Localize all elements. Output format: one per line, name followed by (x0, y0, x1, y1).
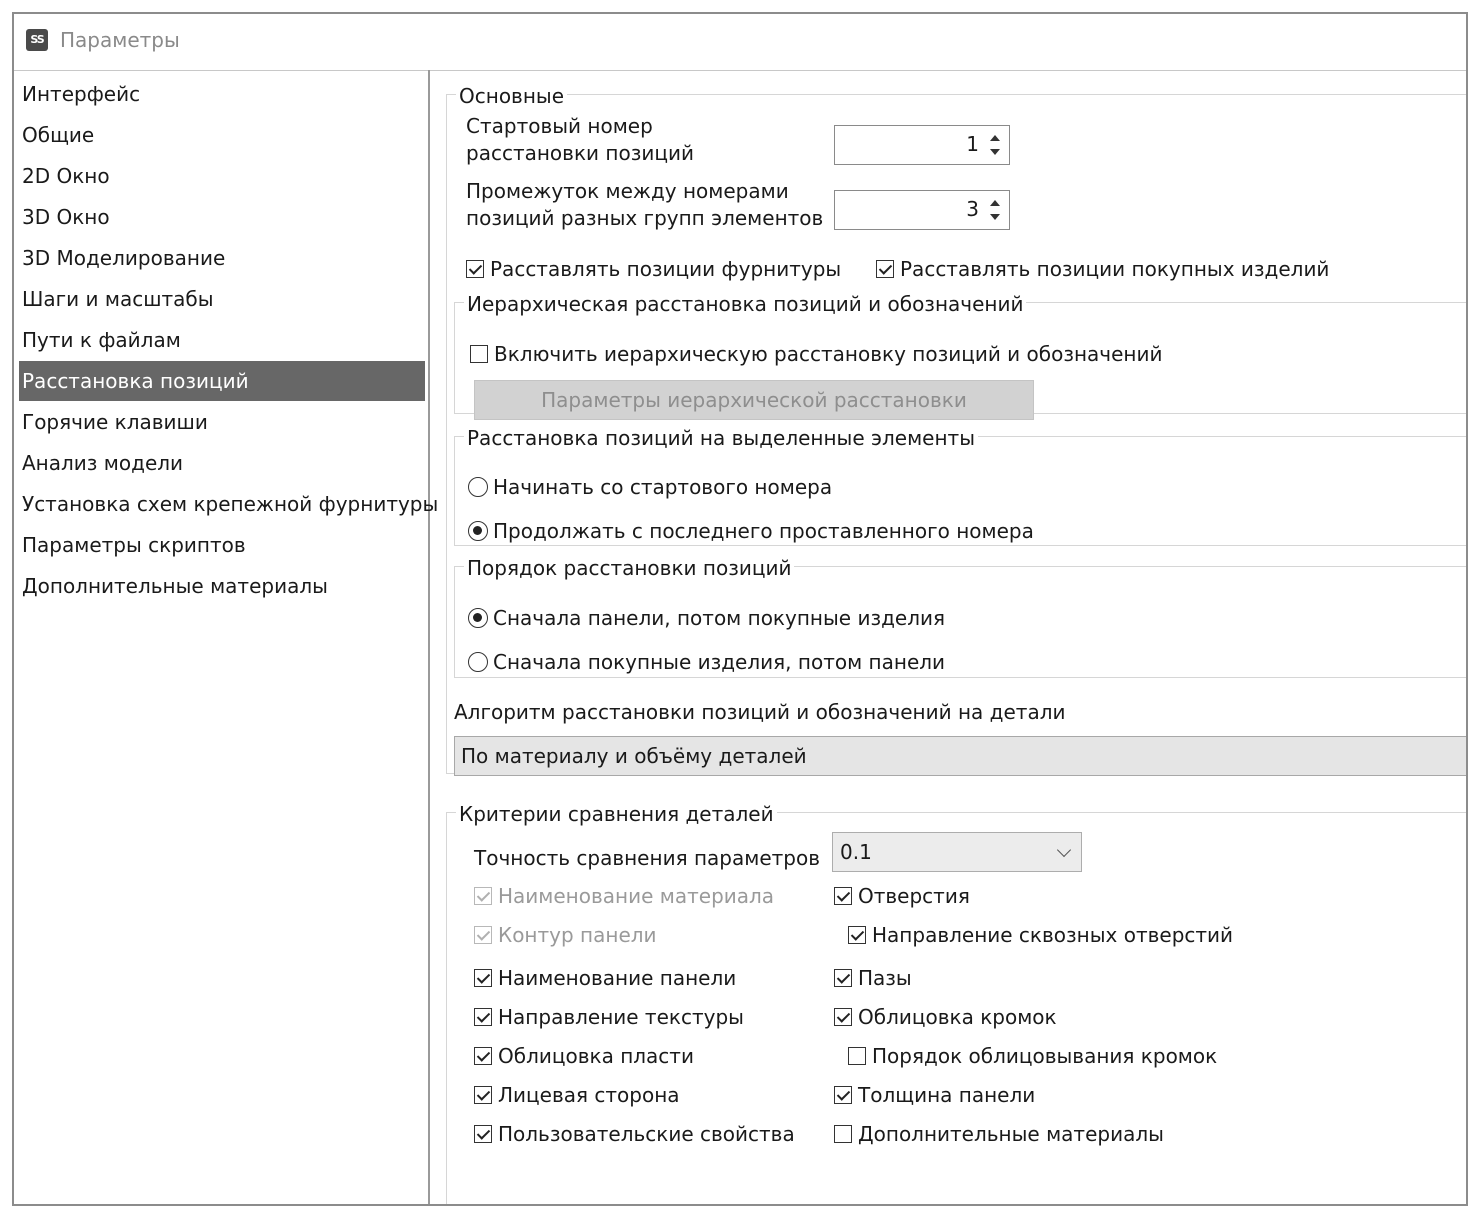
crit-panel-thickness-label: Толщина панели (858, 1083, 1036, 1107)
gap-value: 3 (966, 197, 979, 221)
checkbox-checked-icon[interactable] (876, 260, 894, 278)
gap-label-line2: позиций разных групп элементов (466, 206, 824, 230)
radio-unselected-icon[interactable] (468, 652, 488, 672)
checkbox-checked-icon[interactable] (834, 1008, 852, 1026)
start-number-value: 1 (966, 132, 979, 156)
sidebar-item-hotkeys[interactable]: Горячие клавиши (22, 410, 208, 434)
algorithm-label: Алгоритм расстановки позиций и обозначений на детали (454, 700, 1066, 724)
checkbox-checked-icon (474, 926, 492, 944)
crit-grooves-checkbox[interactable] (834, 964, 912, 992)
checkbox-checked-icon[interactable] (834, 969, 852, 987)
crit-edge-banding-checkbox[interactable] (834, 1003, 1057, 1031)
sidebar-item-positioning[interactable]: Расстановка позиций (19, 361, 425, 401)
checkbox-checked-icon[interactable] (834, 1086, 852, 1104)
start-number-label-line2: расстановки позиций (466, 141, 694, 165)
radio-selected-icon[interactable] (468, 608, 488, 628)
place-hardware-checkbox[interactable] (466, 255, 841, 283)
crit-panel-thickness-checkbox[interactable] (834, 1081, 1035, 1109)
sidebar-item-3d-modeling[interactable]: 3D Моделирование (22, 246, 226, 270)
start-number-label-line1: Стартовый номер (466, 114, 653, 138)
crit-material-name-label: Наименование материала (498, 884, 775, 908)
radio-start-number[interactable] (468, 473, 832, 501)
gap-label-line1: Промежуток между номерами (466, 179, 789, 203)
radio-purchased-first-label: Сначала покупные изделия, потом панели (493, 650, 946, 674)
sidebar-item-interface[interactable]: Интерфейс (22, 82, 141, 106)
sidebar-item-general[interactable]: Общие (22, 123, 95, 147)
hierarchy-params-button[interactable]: Параметры иерархической расстановки (474, 380, 1034, 420)
checkbox-checked-icon[interactable] (834, 887, 852, 905)
sidebar-item-file-paths[interactable]: Пути к файлам (22, 328, 181, 352)
group-selected-title: Расстановка позиций на выделенные элементы (464, 426, 978, 450)
crit-edge-order-checkbox[interactable] (848, 1042, 1217, 1070)
start-number-label (466, 113, 694, 167)
spin-arrows-icon[interactable] (987, 195, 1003, 225)
crit-front-side-label: Лицевая сторона (498, 1083, 680, 1107)
radio-unselected-icon[interactable] (468, 477, 488, 497)
checkbox-unchecked-icon[interactable] (848, 1047, 866, 1065)
crit-user-props-label: Пользовательские свойства (498, 1122, 795, 1146)
crit-face-cladding-label: Облицовка пласти (498, 1044, 694, 1068)
radio-panels-first-label: Сначала панели, потом покупные изделия (493, 606, 946, 630)
sidebar (14, 70, 439, 1204)
crit-texture-dir-checkbox[interactable] (474, 1003, 744, 1031)
crit-holes-checkbox[interactable] (834, 882, 970, 910)
precision-value: 0.1 (840, 840, 872, 864)
precision-select[interactable] (832, 832, 1082, 872)
start-number-spinbox[interactable] (834, 125, 1010, 165)
group-main-title: Основные (456, 84, 567, 108)
crit-panel-contour-checkbox (474, 921, 657, 949)
radio-continue-last[interactable] (468, 517, 1034, 545)
settings-window (12, 12, 1468, 1206)
crit-holes-label: Отверстия (858, 884, 970, 908)
sidebar-item-extra-materials[interactable]: Дополнительные материалы (22, 574, 328, 598)
crit-edge-banding-label: Облицовка кромок (858, 1005, 1057, 1029)
window-title: Параметры (60, 28, 180, 52)
checkbox-checked-icon[interactable] (474, 969, 492, 987)
sidebar-item-3d-window[interactable]: 3D Окно (22, 205, 110, 229)
place-hardware-label: Расставлять позиции фурнитуры (490, 257, 842, 281)
checkbox-unchecked-icon[interactable] (470, 345, 488, 363)
crit-front-side-checkbox[interactable] (474, 1081, 680, 1109)
place-purchased-label: Расставлять позиции покупных изделий (900, 257, 1330, 281)
radio-purchased-first[interactable] (468, 648, 945, 676)
checkbox-checked-icon[interactable] (466, 260, 484, 278)
app-icon: SS (26, 29, 48, 51)
crit-user-props-checkbox[interactable] (474, 1120, 795, 1148)
crit-through-holes-checkbox[interactable] (848, 921, 1233, 949)
gap-spinbox[interactable] (834, 190, 1010, 230)
sidebar-item-model-analysis[interactable]: Анализ модели (22, 451, 184, 475)
crit-through-holes-label: Направление сквозных отверстий (872, 923, 1234, 947)
hierarchy-enable-checkbox[interactable] (470, 340, 1163, 368)
checkbox-checked-icon[interactable] (474, 1086, 492, 1104)
title-bar (14, 14, 1466, 71)
sidebar-item-steps-scales[interactable]: Шаги и масштабы (22, 287, 214, 311)
checkbox-checked-icon[interactable] (474, 1008, 492, 1026)
crit-extra-materials-checkbox[interactable] (834, 1120, 1164, 1148)
crit-panel-name-checkbox[interactable] (474, 964, 736, 992)
precision-label: Точность сравнения параметров (474, 846, 820, 870)
crit-panel-contour-label: Контур панели (498, 923, 657, 947)
spin-arrows-icon[interactable] (987, 130, 1003, 160)
group-order-title: Порядок расстановки позиций (464, 556, 794, 580)
group-hierarchy-title: Иерархическая расстановка позиций и обозначений (464, 292, 1026, 316)
crit-material-name-checkbox (474, 882, 774, 910)
sidebar-item-2d-window[interactable]: 2D Окно (22, 164, 110, 188)
checkbox-checked-icon (474, 887, 492, 905)
checkbox-checked-icon[interactable] (474, 1047, 492, 1065)
crit-texture-dir-label: Направление текстуры (498, 1005, 744, 1029)
settings-content (432, 70, 1466, 1204)
group-criteria-title: Критерии сравнения деталей (456, 802, 777, 826)
crit-grooves-label: Пазы (858, 966, 912, 990)
checkbox-unchecked-icon[interactable] (834, 1125, 852, 1143)
radio-continue-last-label: Продолжать с последнего проставленного номера (493, 519, 1034, 543)
crit-extra-materials-label: Дополнительные материалы (858, 1122, 1164, 1146)
chevron-down-icon[interactable] (1057, 843, 1071, 857)
hierarchy-enable-label: Включить иерархическую расстановку позиций и обозначений (494, 342, 1163, 366)
checkbox-checked-icon[interactable] (474, 1125, 492, 1143)
sidebar-item-script-params[interactable]: Параметры скриптов (22, 533, 246, 557)
place-purchased-checkbox[interactable] (876, 255, 1329, 283)
sidebar-item-fastener-schemes[interactable]: Установка схем крепежной фурнитуры (22, 492, 439, 516)
crit-panel-name-label: Наименование панели (498, 966, 737, 990)
crit-face-cladding-checkbox[interactable] (474, 1042, 694, 1070)
algorithm-combobox[interactable]: По материалу и объёму деталей (454, 736, 1466, 776)
radio-selected-icon[interactable] (468, 521, 488, 541)
gap-label (466, 178, 823, 232)
crit-edge-order-label: Порядок облицовывания кромок (872, 1044, 1218, 1068)
checkbox-checked-icon[interactable] (848, 926, 866, 944)
radio-panels-first[interactable] (468, 604, 945, 632)
radio-start-number-label: Начинать со стартового номера (493, 475, 833, 499)
